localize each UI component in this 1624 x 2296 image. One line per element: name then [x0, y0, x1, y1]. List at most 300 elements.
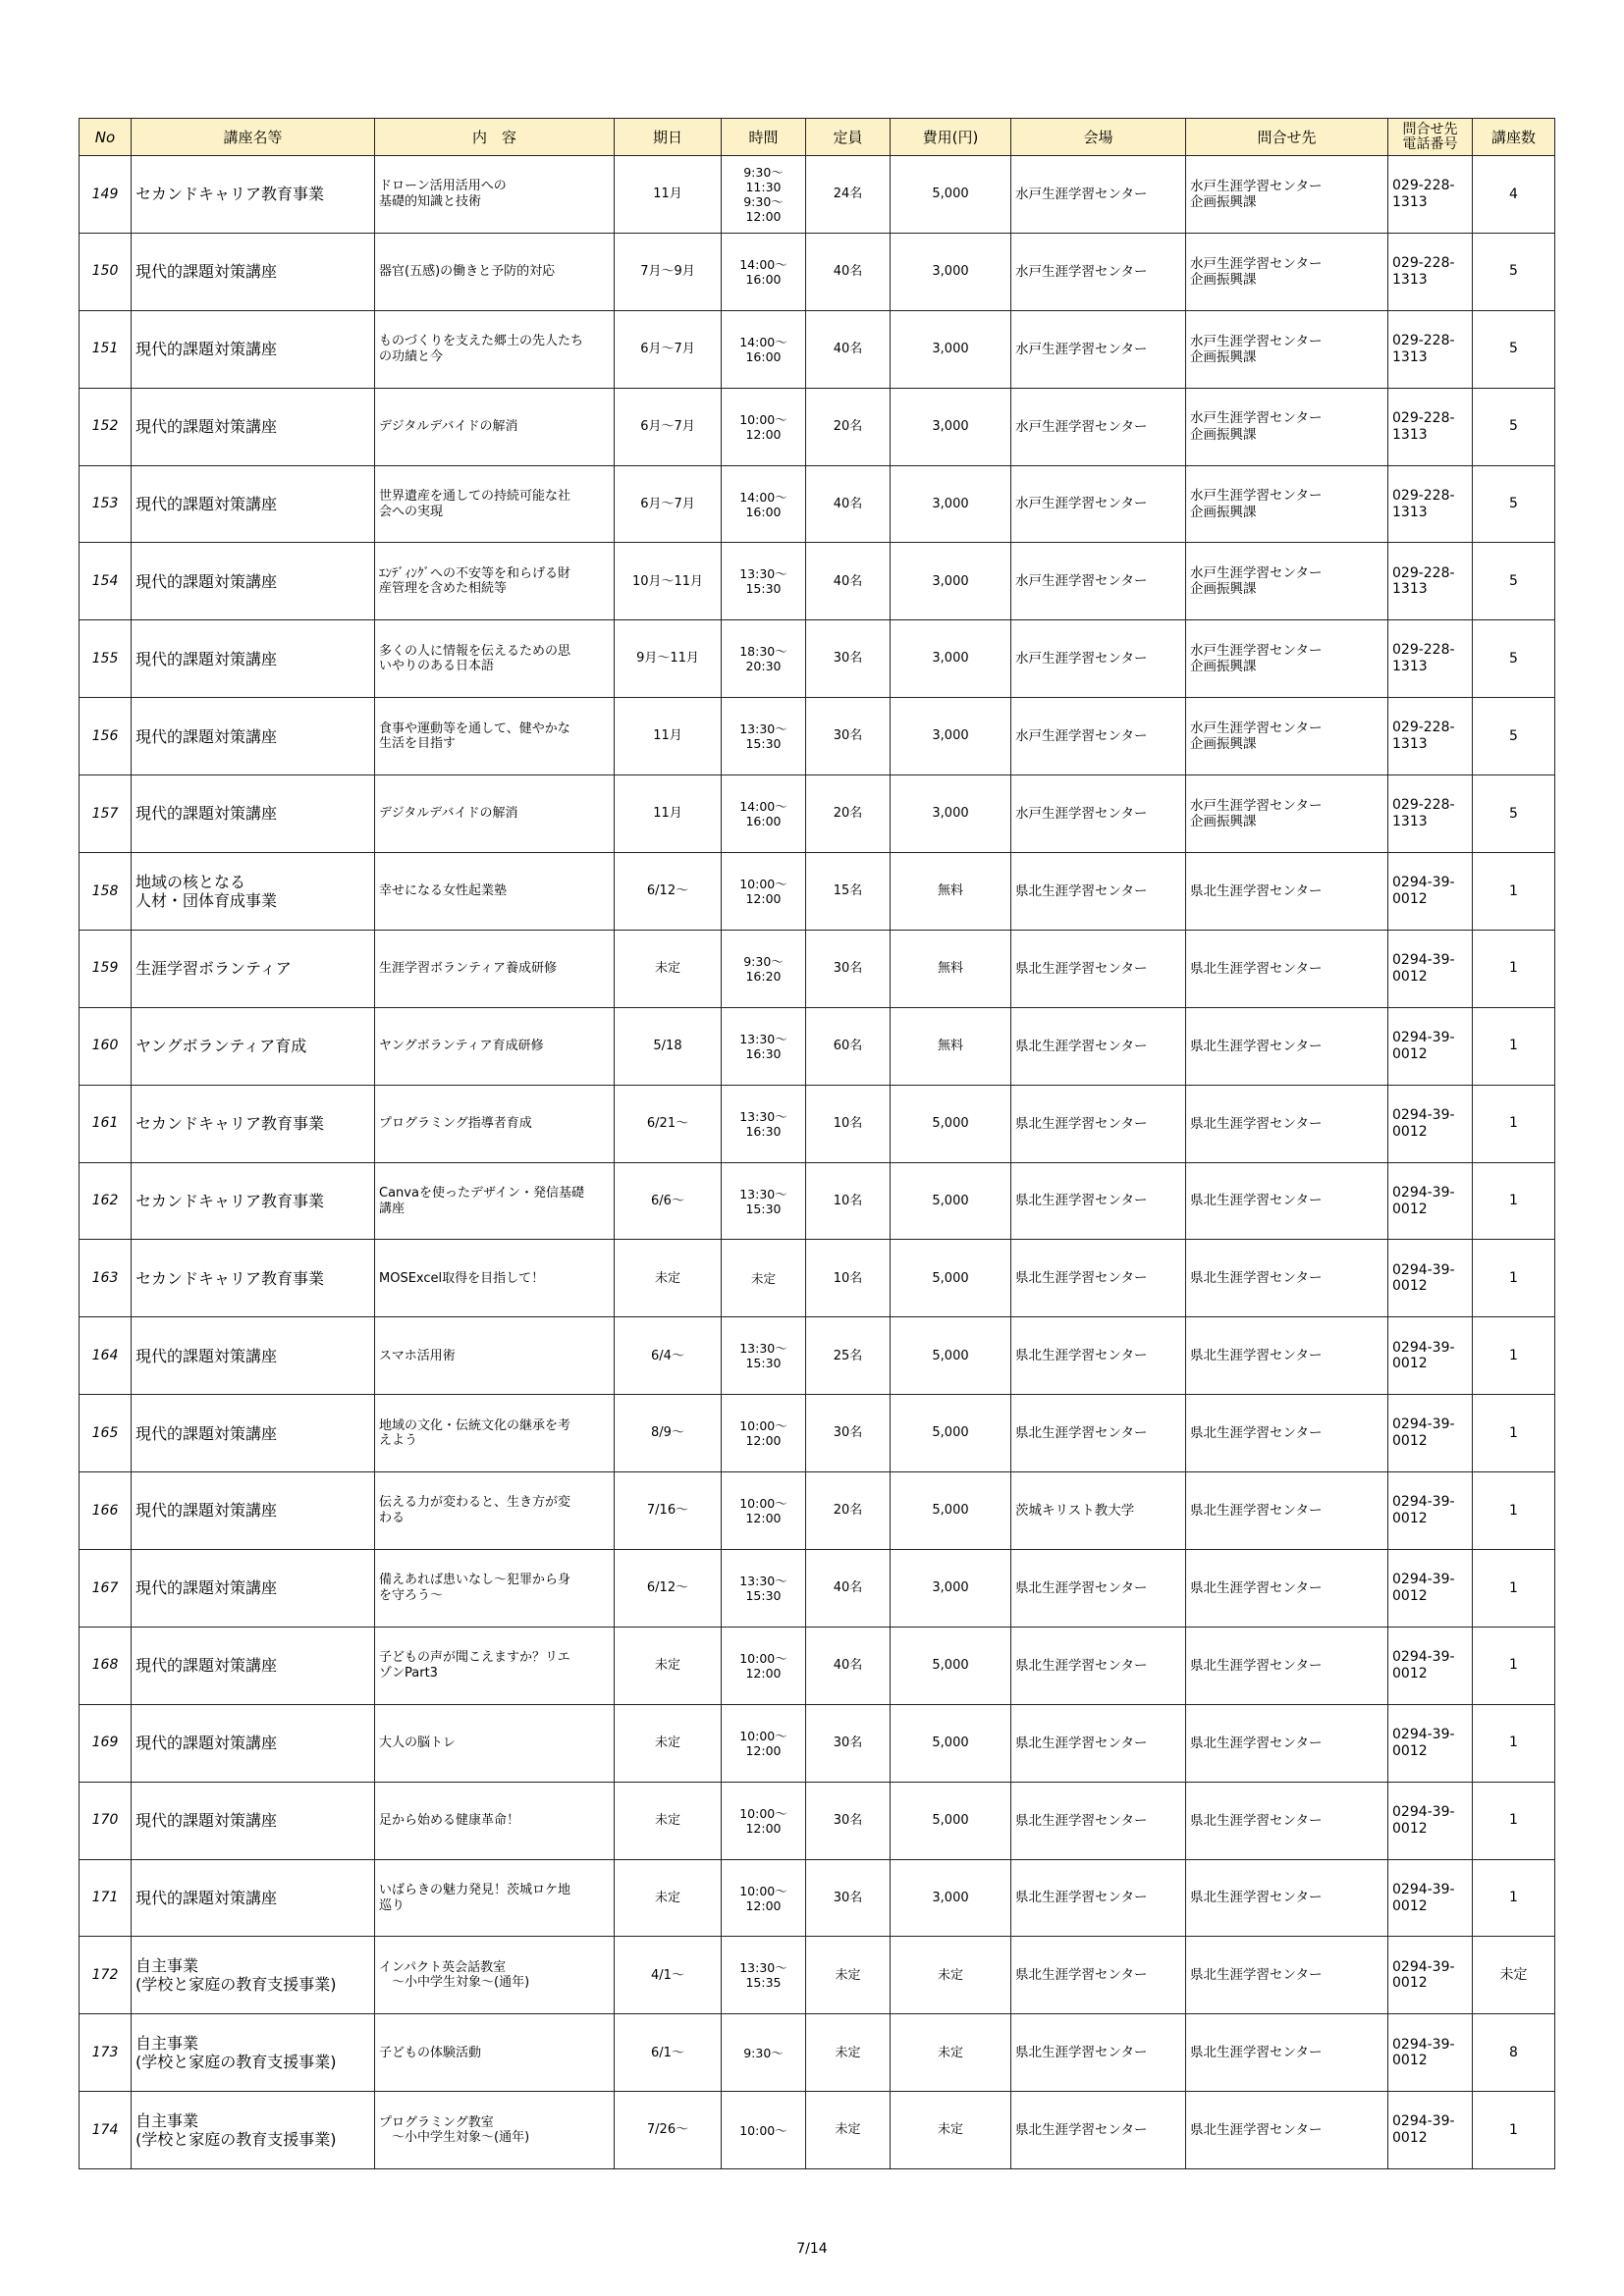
table-row [80, 233, 1555, 310]
contact-phone: 0294-39- 0012 [1388, 2092, 1473, 2169]
course-date: 9月～11月 [615, 620, 722, 698]
contact-phone: 0294-39- 0012 [1388, 1472, 1473, 1550]
course-date: 未定 [615, 930, 722, 1007]
course-time: 10:00～ 12:00 [722, 853, 806, 931]
contact-phone: 029-228- 1313 [1388, 543, 1473, 620]
course-time: 13:30～ 15:30 [722, 698, 806, 775]
table-row [80, 465, 1555, 543]
page-number: 7/14 [796, 2241, 828, 2257]
row-number: 162 [80, 1162, 132, 1240]
course-venue: 県北生涯学習センター [1011, 1859, 1186, 1937]
course-venue: 県北生涯学習センター [1011, 1085, 1186, 1162]
row-number: 152 [80, 388, 132, 465]
course-time: 14:00～ 16:00 [722, 233, 806, 310]
course-capacity: 30名 [806, 698, 891, 775]
course-capacity: 20名 [806, 775, 891, 853]
course-time: 10:00～ 12:00 [722, 1704, 806, 1782]
contact-phone: 029-228- 1313 [1388, 310, 1473, 388]
row-number: 169 [80, 1704, 132, 1782]
course-table [79, 118, 1555, 2169]
row-number: 172 [80, 1937, 132, 2014]
course-count: 5 [1473, 465, 1555, 543]
course-contact: 県北生涯学習センター [1186, 1704, 1388, 1782]
table-body [80, 156, 1555, 2169]
row-number: 156 [80, 698, 132, 775]
course-time: 9:30～ 11:30 9:30～ 12:00 [722, 156, 806, 234]
row-number: 166 [80, 1472, 132, 1550]
course-contact: 水戸生涯学習センター 企画振興課 [1186, 310, 1388, 388]
course-contact: 県北生涯学習センター [1186, 1472, 1388, 1550]
course-name: 現代的課題対策講座 [132, 1317, 375, 1395]
course-time: 10:00～ 12:00 [722, 388, 806, 465]
contact-phone: 0294-39- 0012 [1388, 1085, 1473, 1162]
course-date: 6/4～ [615, 1317, 722, 1395]
course-venue: 県北生涯学習センター [1011, 1317, 1186, 1395]
course-capacity: 30名 [806, 620, 891, 698]
course-time: 10:00～ 12:00 [722, 1395, 806, 1472]
table-row [80, 1085, 1555, 1162]
course-contact: 県北生涯学習センター [1186, 1317, 1388, 1395]
contact-phone: 0294-39- 0012 [1388, 1007, 1473, 1085]
table-row [80, 1937, 1555, 2014]
table-row [80, 2014, 1555, 2092]
course-count: 4 [1473, 156, 1555, 234]
contact-phone: 0294-39- 0012 [1388, 930, 1473, 1007]
course-contact: 県北生涯学習センター [1186, 1085, 1388, 1162]
course-date: 8/9～ [615, 1395, 722, 1472]
course-name: 現代的課題対策講座 [132, 1859, 375, 1937]
course-count: 1 [1473, 853, 1555, 931]
contact-phone: 029-228- 1313 [1388, 775, 1473, 853]
course-name: 現代的課題対策講座 [132, 775, 375, 853]
course-count: 1 [1473, 1240, 1555, 1317]
course-venue: 水戸生涯学習センター [1011, 465, 1186, 543]
course-capacity: 30名 [806, 1704, 891, 1782]
course-time: 13:30～ 15:30 [722, 543, 806, 620]
course-capacity: 30名 [806, 1395, 891, 1472]
course-content: Canvaを使ったデザイン・発信基礎 講座 [375, 1162, 615, 1240]
course-fee: 未定 [891, 2092, 1011, 2169]
course-contact: 県北生涯学習センター [1186, 1240, 1388, 1317]
course-venue: 水戸生涯学習センター [1011, 388, 1186, 465]
course-venue: 県北生涯学習センター [1011, 1395, 1186, 1472]
course-contact: 水戸生涯学習センター 企画振興課 [1186, 698, 1388, 775]
course-contact: 水戸生涯学習センター 企画振興課 [1186, 775, 1388, 853]
course-capacity: 40名 [806, 465, 891, 543]
course-fee: 3,000 [891, 1550, 1011, 1628]
course-fee: 3,000 [891, 698, 1011, 775]
course-date: 7/16～ [615, 1472, 722, 1550]
course-fee: 5,000 [891, 1162, 1011, 1240]
contact-phone: 0294-39- 0012 [1388, 1782, 1473, 1859]
course-capacity: 40名 [806, 233, 891, 310]
course-count: 5 [1473, 620, 1555, 698]
course-fee: 3,000 [891, 310, 1011, 388]
course-venue: 水戸生涯学習センター [1011, 775, 1186, 853]
course-capacity: 40名 [806, 1550, 891, 1628]
course-content: 世界遺産を通しての持続可能な社 会への実現 [375, 465, 615, 543]
row-number: 151 [80, 310, 132, 388]
row-number: 159 [80, 930, 132, 1007]
contact-phone: 0294-39- 0012 [1388, 1937, 1473, 2014]
table-row [80, 156, 1555, 234]
course-capacity: 40名 [806, 310, 891, 388]
header-content: 内 容 [375, 119, 615, 156]
course-date: 未定 [615, 1859, 722, 1937]
course-content: 器官(五感)の働きと予防的対応 [375, 233, 615, 310]
row-number: 155 [80, 620, 132, 698]
table-row [80, 775, 1555, 853]
row-number: 171 [80, 1859, 132, 1937]
course-contact: 水戸生涯学習センター 企画振興課 [1186, 156, 1388, 234]
header-contact: 問合せ先 [1186, 119, 1388, 156]
course-time: 10:00～ 12:00 [722, 1472, 806, 1550]
course-venue: 水戸生涯学習センター [1011, 698, 1186, 775]
course-fee: 5,000 [891, 1395, 1011, 1472]
course-capacity: 10名 [806, 1085, 891, 1162]
course-time: 13:30～ 16:30 [722, 1007, 806, 1085]
course-content: 地域の文化・伝統文化の継承を考 えよう [375, 1395, 615, 1472]
row-number: 170 [80, 1782, 132, 1859]
course-contact: 県北生涯学習センター [1186, 1162, 1388, 1240]
table-row [80, 1472, 1555, 1550]
course-time: 10:00～ 12:00 [722, 1782, 806, 1859]
row-number: 168 [80, 1627, 132, 1704]
course-time: 14:00～ 16:00 [722, 465, 806, 543]
course-name: 現代的課題対策講座 [132, 620, 375, 698]
course-count: 1 [1473, 1550, 1555, 1628]
course-content: デジタルデバイドの解消 [375, 775, 615, 853]
course-fee: 5,000 [891, 1704, 1011, 1782]
course-content: 大人の脳トレ [375, 1704, 615, 1782]
course-contact: 県北生涯学習センター [1186, 2092, 1388, 2169]
course-venue: 県北生涯学習センター [1011, 1162, 1186, 1240]
contact-phone: 0294-39- 0012 [1388, 1162, 1473, 1240]
header-no: No [80, 119, 132, 156]
course-name: 現代的課題対策講座 [132, 1782, 375, 1859]
header-count: 講座数 [1473, 119, 1555, 156]
course-venue: 水戸生涯学習センター [1011, 620, 1186, 698]
course-contact: 水戸生涯学習センター 企画振興課 [1186, 620, 1388, 698]
row-number: 153 [80, 465, 132, 543]
row-number: 157 [80, 775, 132, 853]
course-count: 1 [1473, 1472, 1555, 1550]
course-venue: 県北生涯学習センター [1011, 1240, 1186, 1317]
course-content: いばらきの魅力発見！茨城ロケ地 巡り [375, 1859, 615, 1937]
course-venue: 水戸生涯学習センター [1011, 233, 1186, 310]
row-number: 150 [80, 233, 132, 310]
course-fee: 無料 [891, 930, 1011, 1007]
course-fee: 3,000 [891, 1859, 1011, 1937]
course-date: 6月～7月 [615, 310, 722, 388]
course-capacity: 40名 [806, 543, 891, 620]
course-date: 6月～7月 [615, 465, 722, 543]
course-capacity: 10名 [806, 1162, 891, 1240]
course-venue: 県北生涯学習センター [1011, 1782, 1186, 1859]
contact-phone: 0294-39- 0012 [1388, 1704, 1473, 1782]
course-name: 現代的課題対策講座 [132, 1627, 375, 1704]
course-name: 自主事業 (学校と家庭の教育支援事業) [132, 2014, 375, 2092]
course-content: MOSExcel取得を目指して！ [375, 1240, 615, 1317]
course-fee: 5,000 [891, 156, 1011, 234]
course-count: 1 [1473, 1704, 1555, 1782]
contact-phone: 0294-39- 0012 [1388, 1627, 1473, 1704]
course-fee: 3,000 [891, 620, 1011, 698]
course-contact: 県北生涯学習センター [1186, 1395, 1388, 1472]
contact-phone: 0294-39- 0012 [1388, 1550, 1473, 1628]
course-venue: 県北生涯学習センター [1011, 1550, 1186, 1628]
contact-phone: 029-228- 1313 [1388, 465, 1473, 543]
table-row [80, 698, 1555, 775]
course-date: 6/12～ [615, 853, 722, 931]
course-fee: 5,000 [891, 1085, 1011, 1162]
table-row [80, 620, 1555, 698]
course-content: 子どもの体験活動 [375, 2014, 615, 2092]
course-count: 5 [1473, 310, 1555, 388]
course-fee: 3,000 [891, 543, 1011, 620]
course-time: 9:30～ 16:20 [722, 930, 806, 1007]
course-contact: 水戸生涯学習センター 企画振興課 [1186, 543, 1388, 620]
course-venue: 水戸生涯学習センター [1011, 310, 1186, 388]
course-capacity: 25名 [806, 1317, 891, 1395]
course-name: セカンドキャリア教育事業 [132, 1162, 375, 1240]
course-name: 現代的課題対策講座 [132, 1704, 375, 1782]
table-row [80, 1550, 1555, 1628]
course-capacity: 未定 [806, 2014, 891, 2092]
course-venue: 水戸生涯学習センター [1011, 543, 1186, 620]
course-name: 現代的課題対策講座 [132, 233, 375, 310]
course-contact: 県北生涯学習センター [1186, 1859, 1388, 1937]
course-fee: 3,000 [891, 388, 1011, 465]
table-row [80, 1859, 1555, 1937]
course-date: 7月～9月 [615, 233, 722, 310]
course-time: 9:30～ [722, 2014, 806, 2092]
course-venue: 県北生涯学習センター [1011, 2092, 1186, 2169]
row-number: 165 [80, 1395, 132, 1472]
course-name: 現代的課題対策講座 [132, 465, 375, 543]
course-name: 生涯学習ボランティア [132, 930, 375, 1007]
course-fee: 無料 [891, 853, 1011, 931]
course-fee: 未定 [891, 1937, 1011, 2014]
course-count: 未定 [1473, 1937, 1555, 2014]
course-fee: 3,000 [891, 775, 1011, 853]
row-number: 154 [80, 543, 132, 620]
course-content: 足から始める健康革命！ [375, 1782, 615, 1859]
course-name: 現代的課題対策講座 [132, 543, 375, 620]
course-contact: 水戸生涯学習センター 企画振興課 [1186, 388, 1388, 465]
table-row [80, 1240, 1555, 1317]
course-fee: 無料 [891, 1007, 1011, 1085]
course-contact: 水戸生涯学習センター 企画振興課 [1186, 465, 1388, 543]
course-content: 生涯学習ボランティア養成研修 [375, 930, 615, 1007]
course-name: 現代的課題対策講座 [132, 388, 375, 465]
course-name: 自主事業 (学校と家庭の教育支援事業) [132, 2092, 375, 2169]
course-name: 現代的課題対策講座 [132, 698, 375, 775]
course-name: セカンドキャリア教育事業 [132, 1240, 375, 1317]
course-fee: 未定 [891, 2014, 1011, 2092]
course-venue: 茨城キリスト教大学 [1011, 1472, 1186, 1550]
course-capacity: 40名 [806, 1627, 891, 1704]
course-contact: 県北生涯学習センター [1186, 1937, 1388, 2014]
table-row [80, 310, 1555, 388]
contact-phone: 0294-39- 0012 [1388, 853, 1473, 931]
course-fee: 3,000 [891, 233, 1011, 310]
course-count: 1 [1473, 1317, 1555, 1395]
contact-phone: 029-228- 1313 [1388, 233, 1473, 310]
course-fee: 5,000 [891, 1317, 1011, 1395]
header-name: 講座名等 [132, 119, 375, 156]
row-number: 164 [80, 1317, 132, 1395]
course-capacity: 30名 [806, 1859, 891, 1937]
course-time: 14:00～ 16:00 [722, 775, 806, 853]
course-name: ヤングボランティア育成 [132, 1007, 375, 1085]
course-time: 13:30～ 15:30 [722, 1550, 806, 1628]
row-number: 158 [80, 853, 132, 931]
course-content: ドローン活用活用への 基礎的知識と技術 [375, 156, 615, 234]
table-row [80, 1162, 1555, 1240]
course-content: 食事や運動等を通して、健やかな 生活を目指す [375, 698, 615, 775]
course-count: 1 [1473, 930, 1555, 1007]
course-venue: 県北生涯学習センター [1011, 1627, 1186, 1704]
course-capacity: 未定 [806, 1937, 891, 2014]
table-row [80, 543, 1555, 620]
header-date: 期日 [615, 119, 722, 156]
course-capacity: 10名 [806, 1240, 891, 1317]
course-name: 自主事業 (学校と家庭の教育支援事業) [132, 1937, 375, 2014]
course-venue: 県北生涯学習センター [1011, 1007, 1186, 1085]
course-content: 子どもの声が聞こえますか？リエ ゾンPart3 [375, 1627, 615, 1704]
course-date: 未定 [615, 1240, 722, 1317]
course-count: 1 [1473, 1085, 1555, 1162]
course-date: 6/21～ [615, 1085, 722, 1162]
course-count: 1 [1473, 1627, 1555, 1704]
course-contact: 県北生涯学習センター [1186, 2014, 1388, 2092]
course-content: 伝える力が変わると、生き方が変 わる [375, 1472, 615, 1550]
course-content: ヤングボランティア育成研修 [375, 1007, 615, 1085]
course-count: 1 [1473, 1782, 1555, 1859]
header-fee: 費用(円) [891, 119, 1011, 156]
course-date: 11月 [615, 775, 722, 853]
course-venue: 県北生涯学習センター [1011, 1937, 1186, 2014]
course-count: 1 [1473, 1162, 1555, 1240]
course-count: 1 [1473, 1395, 1555, 1472]
header-time: 時間 [722, 119, 806, 156]
course-contact: 水戸生涯学習センター 企画振興課 [1186, 233, 1388, 310]
course-count: 1 [1473, 1859, 1555, 1937]
course-count: 1 [1473, 1007, 1555, 1085]
contact-phone: 0294-39- 0012 [1388, 1317, 1473, 1395]
course-name: セカンドキャリア教育事業 [132, 156, 375, 234]
course-date: 7/26～ [615, 2092, 722, 2169]
course-content: デジタルデバイドの解消 [375, 388, 615, 465]
contact-phone: 029-228- 1313 [1388, 156, 1473, 234]
course-date: 6/12～ [615, 1550, 722, 1628]
table-row [80, 930, 1555, 1007]
row-number: 161 [80, 1085, 132, 1162]
row-number: 174 [80, 2092, 132, 2169]
course-count: 5 [1473, 233, 1555, 310]
course-contact: 県北生涯学習センター [1186, 1550, 1388, 1628]
table-row [80, 1627, 1555, 1704]
table-row [80, 1007, 1555, 1085]
course-capacity: 30名 [806, 930, 891, 1007]
table-row [80, 1704, 1555, 1782]
contact-phone: 0294-39- 0012 [1388, 1240, 1473, 1317]
course-fee: 5,000 [891, 1782, 1011, 1859]
course-capacity: 15名 [806, 853, 891, 931]
course-capacity: 20名 [806, 388, 891, 465]
contact-phone: 029-228- 1313 [1388, 698, 1473, 775]
course-contact: 県北生涯学習センター [1186, 1627, 1388, 1704]
course-time: 18:30～ 20:30 [722, 620, 806, 698]
course-date: 4/1～ [615, 1937, 722, 2014]
course-venue: 県北生涯学習センター [1011, 1704, 1186, 1782]
header-venue: 会場 [1011, 119, 1186, 156]
course-time: 10:00～ 12:00 [722, 1859, 806, 1937]
course-content: インパクト英会話教室 ～小中学生対象～(通年) [375, 1937, 615, 2014]
course-time: 10:00～ 12:00 [722, 1627, 806, 1704]
course-capacity: 未定 [806, 2092, 891, 2169]
contact-phone: 0294-39- 0012 [1388, 2014, 1473, 2092]
course-count: 8 [1473, 2014, 1555, 2092]
course-date: 未定 [615, 1627, 722, 1704]
course-venue: 県北生涯学習センター [1011, 930, 1186, 1007]
course-date: 10月～11月 [615, 543, 722, 620]
course-content: ものづくりを支えた郷土の先人たち の功績と今 [375, 310, 615, 388]
course-capacity: 60名 [806, 1007, 891, 1085]
row-number: 167 [80, 1550, 132, 1628]
table-row [80, 2092, 1555, 2169]
header-phone: 問合せ先 電話番号 [1388, 119, 1473, 156]
course-content: スマホ活用術 [375, 1317, 615, 1395]
course-venue: 水戸生涯学習センター [1011, 156, 1186, 234]
course-contact: 県北生涯学習センター [1186, 853, 1388, 931]
course-time: 未定 [722, 1240, 806, 1317]
course-date: 6月～7月 [615, 388, 722, 465]
course-time: 14:00～ 16:00 [722, 310, 806, 388]
course-venue: 県北生涯学習センター [1011, 853, 1186, 931]
course-count: 5 [1473, 543, 1555, 620]
table-row [80, 1782, 1555, 1859]
course-date: 6/1～ [615, 2014, 722, 2092]
contact-phone: 029-228- 1313 [1388, 388, 1473, 465]
course-contact: 県北生涯学習センター [1186, 930, 1388, 1007]
header-row [80, 119, 1555, 156]
row-number: 173 [80, 2014, 132, 2092]
course-capacity: 24名 [806, 156, 891, 234]
course-date: 5/18 [615, 1007, 722, 1085]
course-venue: 県北生涯学習センター [1011, 2014, 1186, 2092]
course-count: 1 [1473, 2092, 1555, 2169]
course-date: 未定 [615, 1782, 722, 1859]
course-name: 現代的課題対策講座 [132, 310, 375, 388]
course-name: 現代的課題対策講座 [132, 1550, 375, 1628]
row-number: 160 [80, 1007, 132, 1085]
contact-phone: 0294-39- 0012 [1388, 1395, 1473, 1472]
row-number: 163 [80, 1240, 132, 1317]
course-content: 備えあれば患いなし～犯罪から身 を守ろう～ [375, 1550, 615, 1628]
course-count: 5 [1473, 698, 1555, 775]
course-content: 多くの人に情報を伝えるための思 いやりのある日本語 [375, 620, 615, 698]
header-capacity: 定員 [806, 119, 891, 156]
contact-phone: 029-228- 1313 [1388, 620, 1473, 698]
course-content: プログラミング教室 ～小中学生対象～(通年) [375, 2092, 615, 2169]
course-date: 11月 [615, 156, 722, 234]
course-contact: 県北生涯学習センター [1186, 1782, 1388, 1859]
contact-phone: 0294-39- 0012 [1388, 1859, 1473, 1937]
course-content: 幸せになる女性起業塾 [375, 853, 615, 931]
course-time: 10:00～ [722, 2092, 806, 2169]
